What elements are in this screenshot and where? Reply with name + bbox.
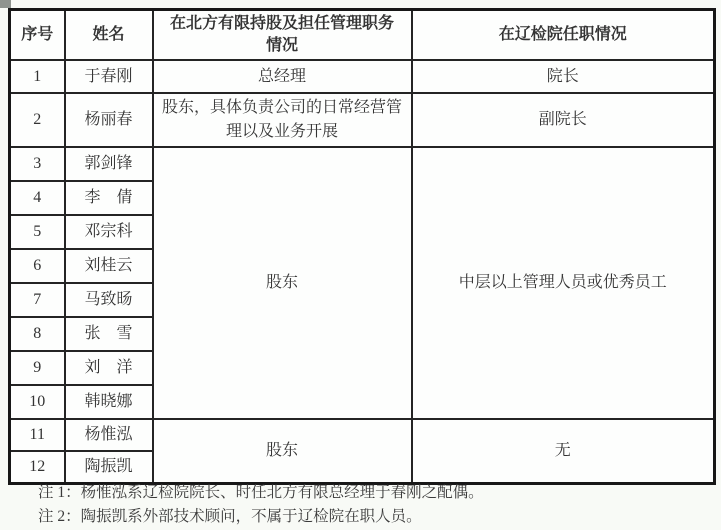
liaojian-cell-merged: 无 <box>412 419 715 483</box>
scan-artifact <box>0 0 11 8</box>
header-position: 在北方有限持股及担任管理职务情况 <box>153 10 412 61</box>
name-cell: 李 倩 <box>65 181 153 215</box>
table-header-row <box>10 10 715 61</box>
position-cell-merged: 股东 <box>153 419 412 483</box>
name-cell: 邓宗科 <box>65 215 153 249</box>
footnotes <box>38 481 484 529</box>
position-cell-merged: 股东 <box>153 147 412 419</box>
liaojian-cell-merged: 中层以上管理人员或优秀员工 <box>412 147 715 419</box>
liaojian-cell: 院长 <box>412 60 715 93</box>
header-liaojian: 在辽检院任职情况 <box>412 10 715 61</box>
footnote-2: 注 2：陶振凯系外部技术顾问，不属于辽检院在职人员。 <box>38 508 422 525</box>
name-cell: 韩晓娜 <box>65 385 153 419</box>
name-cell: 刘 洋 <box>65 351 153 385</box>
table-row <box>10 93 715 147</box>
table-row <box>10 147 715 181</box>
serial-cell: 10 <box>10 385 65 419</box>
name-cell: 马致旸 <box>65 283 153 317</box>
name-cell: 杨惟泓 <box>65 419 153 451</box>
serial-cell: 5 <box>10 215 65 249</box>
serial-cell: 1 <box>10 60 65 93</box>
header-name: 姓名 <box>65 10 153 61</box>
position-cell: 股东，具体负责公司的日常经营管理以及业务开展 <box>153 93 412 147</box>
name-cell: 刘桂云 <box>65 249 153 283</box>
serial-cell: 6 <box>10 249 65 283</box>
table-row <box>10 60 715 93</box>
serial-cell: 8 <box>10 317 65 351</box>
table-row <box>10 419 715 451</box>
serial-cell: 12 <box>10 451 65 483</box>
name-cell: 于春刚 <box>65 60 153 93</box>
serial-cell: 7 <box>10 283 65 317</box>
serial-cell: 11 <box>10 419 65 451</box>
name-cell: 陶振凯 <box>65 451 153 483</box>
serial-cell: 9 <box>10 351 65 385</box>
header-serial: 序号 <box>10 10 65 61</box>
position-cell: 总经理 <box>153 60 412 93</box>
name-cell: 张 雪 <box>65 317 153 351</box>
serial-cell: 2 <box>10 93 65 147</box>
serial-cell: 4 <box>10 181 65 215</box>
serial-cell: 3 <box>10 147 65 181</box>
name-cell: 郭剑锋 <box>65 147 153 181</box>
name-cell: 杨丽春 <box>65 93 153 147</box>
footnote-1: 注 1：杨惟泓系辽检院院长、时任北方有限总经理于春刚之配偶。 <box>38 484 484 501</box>
liaojian-cell: 副院长 <box>412 93 715 147</box>
shareholders-table <box>8 8 716 485</box>
